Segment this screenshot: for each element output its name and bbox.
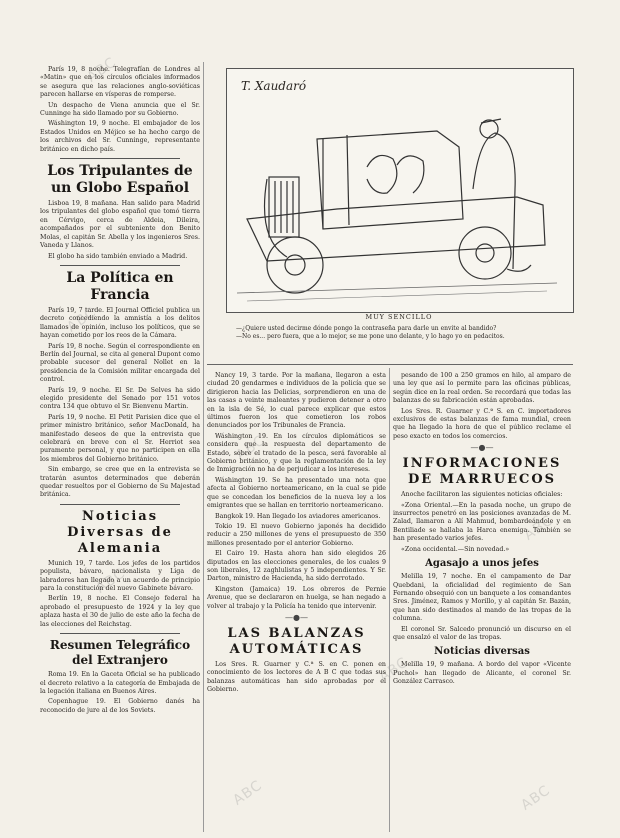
headline-resumen-telegrafico: Resumen Telegráfico del Extranjero xyxy=(49,638,191,668)
headline-tripulantes: Los Tripulantes de un Globo Español xyxy=(47,163,193,197)
ornament-divider: —●— xyxy=(470,443,494,453)
article-paragraph: pesando de 100 a 250 gramos en hilo, al amparo de una ley que así lo permite para las oficinas públicas, según dice en la real orden. Se recordará que todas las balanzas de su fabricación están aprobadas. xyxy=(393,372,571,405)
column-left xyxy=(40,66,200,717)
column-divider xyxy=(389,368,390,832)
article-paragraph: Bangkok 19. Han llegado los aviadores americanos. xyxy=(215,512,381,520)
article-paragraph: París 19, 8 noche. Según el correspondiente en Berlín del Journal, se cita al general Dupont como probable sucesor del general Nollet en la presidencia de la Comisión militar encargada del control. xyxy=(40,342,200,384)
cartoon-caption xyxy=(236,325,566,341)
article-paragraph: Munich 19, 7 tarde. Los jefes de los partidos populista, bávaro, nacionalista y Liga de labradores han llegado a un acuerdo de principio para la constitución del nuevo Gabinete bávaro. xyxy=(40,559,200,593)
cartoon-signature: T. Xaudaró xyxy=(241,79,307,93)
article-paragraph: Sin embargo, se cree que en la entrevista se tratarán asuntos determinados que deberán quedar resueltos por el Gobierno de Su Majestad británica. xyxy=(40,466,200,499)
column-divider xyxy=(203,62,204,832)
article-paragraph: Wáshington 19, 9 noche. El embajador de los Estados Unidos en Méjico se ha hecho cargo de los archivos del Sr. Cunninge, representante británico en dicho país. xyxy=(40,120,200,153)
article-paragraph: Un despacho de Viena anuncia que el Sr. Cunninge ha sido llamado por su Gobierno. xyxy=(40,101,200,118)
watermark: ABC xyxy=(376,654,412,686)
article-paragraph: París 19, 9 noche. El Sr. De Selves ha sido elegido presidente del Senado por 151 votos contra 134 que obtuvo el Sr. Bienvenu Martin. xyxy=(40,386,200,411)
article-paragraph: Roma 19. En la Gaceta Oficial se ha publicado el decreto relativo a la categoría de Embajada de la legación italiana en Buenos Aires. xyxy=(40,671,200,695)
article-paragraph: Lisboa 19, 8 mañana. Han salido para Madrid los tripulantes del globo español que tomó tierra en Cérvigo, cerca de Aldeia, Dileira, acompañados por el subteniente don Benito Molas, el capitán Sr. Abella y los ingenieros Sres. Vaneda y Llanos. xyxy=(40,200,200,250)
watermark: ABC xyxy=(64,304,100,336)
article-paragraph: Melilla 19, 7 noche. En el campamento de Dar Quebdani, la oficialidad del regimiento de San Fernando obsequió con un banquete a los comandantes Sres. Jiménez, Ramos y Morillo, y al capitán Sr. Bazán, que han sido destinados al mando de las tropas de la columna. xyxy=(393,573,571,623)
article-paragraph: Kingston (Jamaica) 19. Los obreros de Pernie Avenue, que se declararon en huelga, se han negado a volver al trabajo y la Policía ha tenido que intervenir. xyxy=(207,585,386,610)
article-paragraph: París 19, 9 noche. El Petit Parisien dice que el primer ministro británico, señor MacDonald, ha manifestado deseos de que la entrevista que celebrará en breve con el Sr. Herriot sea puramente personal, y que no participen en ella los miembros del Gobierno británico. xyxy=(40,413,200,463)
column-right xyxy=(393,372,571,689)
headline-marruecos: INFORMACIONES DE MARRUECOS xyxy=(402,456,562,488)
divider xyxy=(60,633,180,634)
watermark: ABC xyxy=(230,777,266,809)
cartoon-title: MUY SENCILLO xyxy=(365,313,433,321)
column-middle xyxy=(207,372,386,697)
ornament-divider: —●— xyxy=(285,612,308,622)
headline-politica-francia: La Política en Francia xyxy=(66,269,174,303)
article-paragraph: París 19, 8 noche. Telegrafían de Londres al «Matin» que en los círculos oficiales informados se asegura que las relaciones anglo-soviéticas parecen hallarse en vísperas de romperse. xyxy=(40,66,200,99)
article-paragraph: Anoche facilitaron las siguientes noticias oficiales: xyxy=(401,491,563,499)
headline-noticias-diversas: Noticias diversas xyxy=(434,646,530,658)
article-paragraph: Melilla 19, 9 mañana. A bordo del vapor «Vicente Puchol» han llegado de Alicante, el coronel Sr. González Carrasco. xyxy=(393,661,571,686)
headline-noticias-alemania: Noticias Diversas de Alemania xyxy=(67,508,173,556)
divider xyxy=(60,265,180,266)
watermark: ABC xyxy=(518,782,554,814)
article-paragraph: El Cairo 19. Hasta ahora han sido elegidos 26 diputados en las elecciones generales, de los cuales 9 son liberales, 12 zaghlulistas y 5 independientes. Y Sr. Darton, ministro de Hacienda, ha sido derrotado. xyxy=(207,550,386,583)
article-paragraph: El coronel Sr. Salcedo pronunció un discurso en el que ensalzó el valor de las tropas. xyxy=(393,625,571,641)
headline-agasajo: Agasajo a unos jefes xyxy=(425,558,539,570)
watermark: ABC xyxy=(84,54,120,86)
article-paragraph: «Zona occidental.—Sin novedad.» xyxy=(401,545,510,553)
article-paragraph: Wáshington 19. Se ha presentado una nota que afecta al Gobierno norteamericano, en la cual se pide que se concedan los beneficios de la nueva ley a los emigrantes que se hallan en territorio norteamericano. xyxy=(207,476,386,510)
article-paragraph: «Zona Oriental.—En la pasada noche, un grupo de insurrectos penetró en las posiciones avanzadas de M. Zalad, llamaron a Alí Mahmud, bombardeándole y en Bentiliade se hallaba la Harca enemiga. También se han presentado varios jefes. xyxy=(393,501,571,543)
article-paragraph: El globo ha sido también enviado a Madrid. xyxy=(48,252,188,260)
article-paragraph: Los Sres. R. Guarner y C.ª S. en C. ponen en conocimiento de los lectores de A B C que todas sus balanzas automáticas han sido aprobadas por el Gobierno. xyxy=(207,660,386,694)
watermark: ABC xyxy=(521,512,557,544)
caption-line: —¿Quiere usted decirme dónde pongo la contraseña para darle un envite al bandido? xyxy=(236,325,497,332)
car-drawing xyxy=(227,69,573,312)
article-paragraph: Wáshington 19. En los círculos diplomáticos se considera que la respuesta del departamento de Estado, sobre el tratado de la pesca, será favorable al Gobierno británico, y que la reglamentación de la ley de Inmigración no ha de perjudicar a los intereses. xyxy=(207,432,386,474)
divider xyxy=(60,504,180,505)
caption-line: —No es... pero fuera, que a lo mejor, se me pone uno delante, y lo hago yo en pedacitos. xyxy=(236,333,505,340)
article-paragraph: Los Sres. R. Guarner y C.ª S. en C. importadores exclusivos de estas balanzas de fama mundial, creen que ha llegado la hora de que el público reclame el peso exacto en todos los comercios. xyxy=(393,407,571,440)
watermark: ABC xyxy=(93,565,129,597)
headline-balanzas: LAS BALANZAS AUTOMÁTICAS xyxy=(227,625,366,657)
section-divider xyxy=(207,364,573,365)
watermark: ABC xyxy=(233,432,269,464)
article-paragraph: Copenhague 19. El Gobierno danés ha reconocido de jure al de los Soviets. xyxy=(40,698,200,714)
cartoon-illustration xyxy=(226,68,574,313)
article-paragraph: París 19, 7 tarde. El Journal Officiel publica un decreto concediendo la amnistía a los delitos llamados de opinión, incluso los políticos, que se hayan cometido por los reos de la Cámara. xyxy=(40,306,200,340)
article-paragraph: Nancy 19, 3 tarde. Por la mañana, llegaron a esta ciudad 20 gendarmes e individuos de la policía que se dirigieron hacia las Delicias, sorprendieron en una de las casas a veinte maleantes y pudieron detener a otro en la isla de Sé, lo cual parece explicar que estos últimos fueron los que cometieron los robos denunciados por los Tribunales de Francia. xyxy=(207,372,386,430)
divider xyxy=(60,158,180,159)
article-paragraph: Berlín 19, 8 noche. El Consejo federal ha aprobado el presupuesto de 1924 y la ley que aplaza hasta el 30 de julio de este año la fecha de las elecciones del Reichstag. xyxy=(40,595,200,628)
article-paragraph: Tokio 19. El nuevo Gobierno japonés ha decidido reducir a 250 millones de yens el presupuesto de 350 millones presentado por el anterior Gobierno. xyxy=(207,522,386,547)
